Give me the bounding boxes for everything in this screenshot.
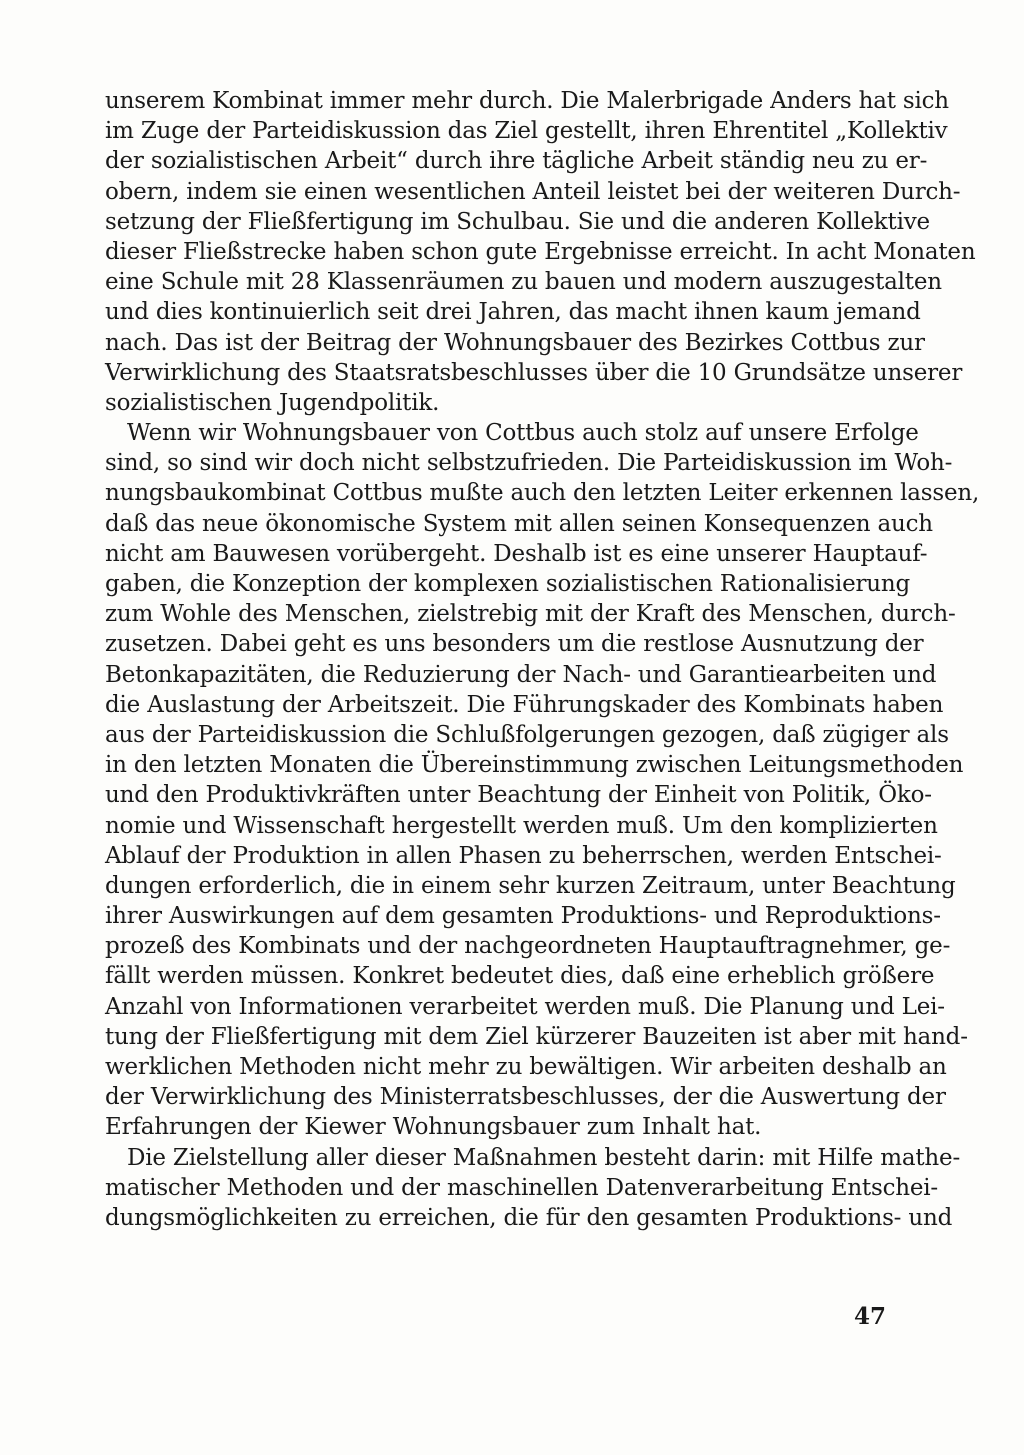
text-line: und dies kontinuierlich seit drei Jahren, das macht ihnen kaum jemand: [105, 299, 921, 326]
text-line: im Zuge der Parteidiskussion das Ziel gestellt, ihren Ehrentitel „Kollektiv: [105, 118, 948, 145]
text-line: Die Zielstellung aller dieser Maßnahmen besteht darin: mit Hilfe mathe-: [127, 1144, 961, 1171]
text-line: zum Wohle des Menschen, zielstrebig mit der Kraft des Menschen, durch-: [105, 601, 956, 628]
text-line: sozialistischen Jugendpolitik.: [105, 389, 440, 416]
text-line: dieser Fließstrecke haben schon gute Ergebnisse erreicht. In acht Monaten: [105, 238, 976, 265]
text-line: dungsmöglichkeiten zu erreichen, die für den gesamten Produktions- und: [105, 1204, 953, 1231]
text-line: Erfahrungen der Kiewer Wohnungsbauer zum Inhalt hat.: [105, 1114, 762, 1141]
text-line: der Verwirklichung des Ministerratsbeschlusses, der die Auswertung der: [105, 1084, 946, 1111]
text-line: gaben, die Konzeption der komplexen sozialistischen Rationalisierung: [105, 571, 911, 597]
text-line: Verwirklichung des Staatsratsbeschlusses über die 10 Grundsätze unserer: [105, 359, 963, 386]
text-line: und den Produktivkräften unter Beachtung der Einheit von Politik, Öko-: [105, 782, 932, 809]
text-line: Ablauf der Produktion in allen Phasen zu beherrschen, werden Entschei-: [105, 842, 942, 869]
paragraph: [105, 86, 976, 418]
text-line: obern, indem sie einen wesentlichen Anteil leistet bei der weiteren Durch-: [105, 178, 961, 205]
page-number: 47: [853, 1303, 886, 1330]
text-line: der sozialistischen Arbeit“ durch ihre tägliche Arbeit ständig neu zu er-: [105, 148, 928, 175]
text-line: werklichen Methoden nicht mehr zu bewältigen. Wir arbeiten deshalb an: [105, 1054, 947, 1080]
text-line: sind, so sind wir doch nicht selbstzufrieden. Die Parteidiskussion im Woh-: [105, 450, 953, 477]
text-line: daß das neue ökonomische System mit allen seinen Konsequenzen auch: [105, 510, 933, 537]
text-line: prozeß des Kombinats und der nachgeordneten Hauptauftragnehmer, ge-: [105, 933, 951, 960]
text-line: die Auslastung der Arbeitszeit. Die Führungskader des Kombinats haben: [105, 691, 944, 718]
paragraph: [105, 1143, 961, 1234]
text-line: eine Schule mit 28 Klassenräumen zu bauen und modern auszugestalten: [105, 269, 942, 296]
text-line: nungsbaukombinat Cottbus mußte auch den letzten Leiter erkennen lassen,: [105, 480, 980, 507]
paragraph: [105, 418, 980, 1143]
text-line: tung der Fließfertigung mit dem Ziel kürzerer Bauzeiten ist aber mit hand-: [105, 1023, 968, 1050]
text-line: nomie und Wissenschaft hergestellt werden muß. Um den komplizierten: [105, 812, 938, 839]
text-line: nach. Das ist der Beitrag der Wohnungsbauer des Bezirkes Cottbus zur: [105, 329, 925, 356]
text-line: Wenn wir Wohnungsbauer von Cottbus auch stolz auf unsere Erfolge: [127, 420, 919, 447]
text-line: ihrer Auswirkungen auf dem gesamten Produktions- und Reproduktions-: [105, 903, 941, 930]
text-line: unserem Kombinat immer mehr durch. Die Malerbrigade Anders hat sich: [105, 88, 949, 114]
text-line: dungen erforderlich, die in einem sehr kurzen Zeitraum, unter Beachtung: [105, 872, 956, 899]
body-text: [105, 86, 980, 1233]
text-line: setzung der Fließfertigung im Schulbau. Sie und die anderen Kollektive: [105, 208, 930, 235]
text-line: zusetzen. Dabei geht es uns besonders um die restlose Ausnutzung der: [105, 631, 924, 658]
text-line: nicht am Bauwesen vorübergeht. Deshalb ist es eine unserer Hauptauf-: [105, 540, 928, 567]
text-line: in den letzten Monaten die Übereinstimmung zwischen Leitungsmethoden: [105, 752, 964, 779]
text-line: Betonkapazitäten, die Reduzierung der Nach- und Garantiearbeiten und: [105, 661, 937, 688]
text-line: matischer Methoden und der maschinellen Datenverarbeitung Entschei-: [105, 1174, 939, 1201]
text-line: fällt werden müssen. Konkret bedeutet dies, daß eine erheblich größere: [105, 963, 935, 990]
text-line: Anzahl von Informationen verarbeitet werden muß. Die Planung und Lei-: [105, 993, 945, 1020]
text-line: aus der Parteidiskussion die Schlußfolgerungen gezogen, daß zügiger als: [105, 721, 949, 748]
